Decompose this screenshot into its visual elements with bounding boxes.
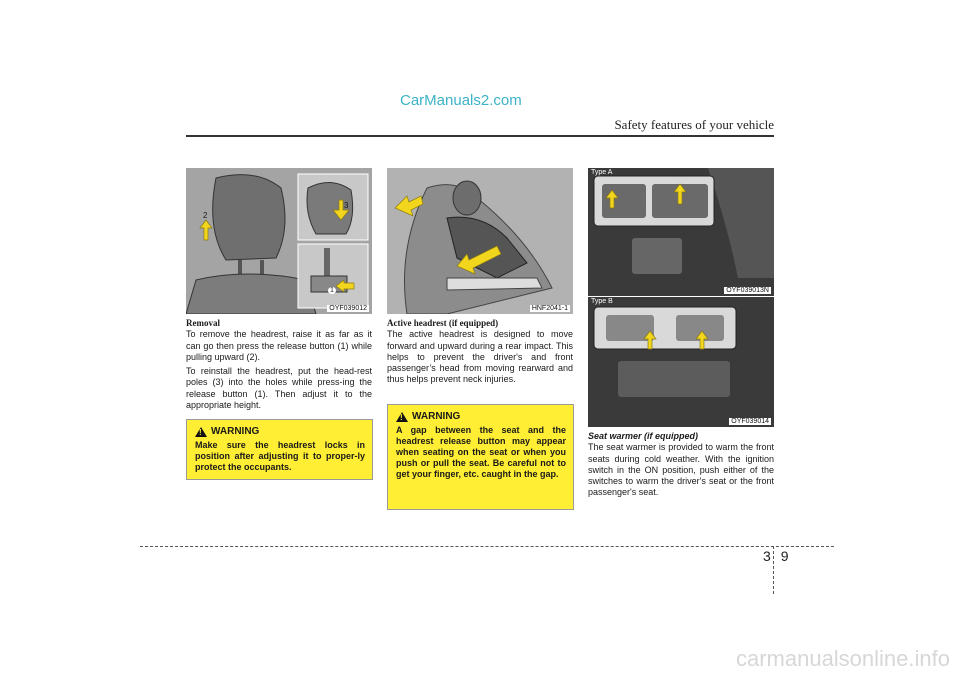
warning-box-headrest (186, 419, 373, 480)
type-a-label: Type A (591, 169, 613, 176)
warning-title (195, 426, 365, 437)
column-2 (387, 318, 573, 389)
figure-caption: OYF039013N (726, 287, 769, 294)
warning-body: A gap between the seat and the headrest release button may appear when seating on the seat or when you push or pull the seat. Be careful not to get your finger, etc. caught in the gap. (396, 425, 566, 479)
warning-title-text: WARNING (211, 426, 260, 437)
warning-triangle-icon (195, 427, 207, 437)
removal-paragraph-2: To reinstall the headrest, put the head-rest poles (3) into the holes while press-ing the release button (1). Then adjust it to the appropriate height. (186, 366, 372, 411)
warning-title-text: WARNING (412, 411, 461, 422)
header-title: Safety features of your vehicle (614, 117, 774, 132)
figure-caption: OYF039012 (329, 305, 367, 312)
footer-divider (140, 546, 834, 547)
figure-caption: OYF039014 (731, 418, 769, 425)
chapter-number: 3 (763, 548, 771, 564)
figure-caption: HNF2041-1 (531, 305, 568, 312)
warning-box-gap (387, 404, 574, 510)
callout-2: 2 (203, 211, 208, 220)
page-number-value: 9 (780, 548, 789, 564)
removal-heading: Removal (186, 318, 220, 328)
headrest-illustration (186, 168, 372, 314)
seat-warmer-heading: Seat warmer (if equipped) (588, 431, 699, 441)
seat-warmer-figure-b (588, 297, 774, 427)
warning-triangle-icon (396, 412, 408, 422)
page-number (763, 548, 788, 564)
callout-3: 3 (344, 201, 349, 210)
warning-body: Make sure the headrest locks in position after adjusting it to proper-ly protect the occupants. (195, 440, 365, 472)
column-3 (588, 431, 774, 502)
active-headrest-paragraph: The active headrest is designed to move forward and upward during a rear impact. This helps to prevent the driver's and front passenger’s head from moving rearward and thus helps prevent neck injuries. (387, 329, 573, 385)
seat-warmer-figure-a (588, 168, 774, 296)
warning-title (396, 411, 566, 422)
removal-paragraph-1: To remove the headrest, raise it as far as it can go then press the release button (1) while pulling upward (2). (186, 329, 372, 362)
active-headrest-illustration (387, 168, 573, 314)
seat-warmer-a-illustration (588, 168, 774, 296)
seat-warmer-paragraph: The seat warmer is provided to warm the front seats during cold weather. With the ignition switch in the ON position, push either of the switches to warm the driver's seat or the front passenger's seat. (588, 442, 774, 498)
header-rule (186, 135, 774, 137)
active-headrest-heading: Active headrest (if equipped) (387, 318, 499, 328)
watermark-top: CarManuals2.com (400, 92, 522, 109)
callout-1: 1 (330, 287, 334, 294)
watermark-bottom: carmanualsonline.info (735, 646, 950, 671)
active-headrest-figure (387, 168, 573, 314)
type-b-label: Type B (591, 298, 613, 305)
headrest-figure (186, 168, 372, 314)
seat-warmer-b-illustration (588, 297, 774, 427)
column-1 (186, 318, 372, 414)
